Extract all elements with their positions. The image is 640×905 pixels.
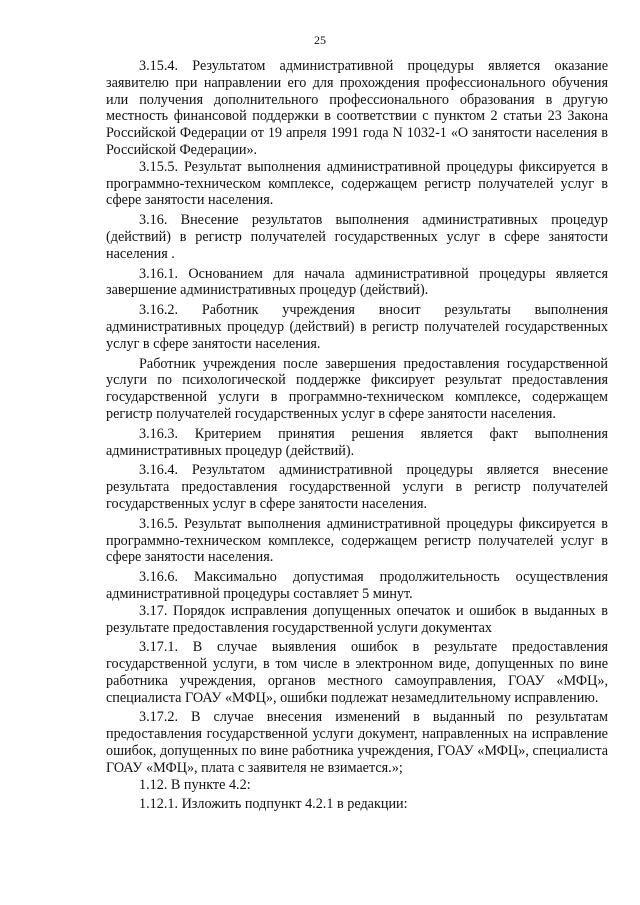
- paragraph-3-16: 3.16. Внесение результатов выполнения административных процедур (действий) в регистр получателей государственных услуг в сфере занятости населения .: [106, 212, 608, 262]
- paragraph-3-15-4: 3.15.4. Результатом административной процедуры является оказание заявителю при направлении его для прохождения профессионального обучения или получения дополнительного профессионального образования в другую местность финансовой поддержки в соответствии с пунктом 2 статьи 23 Закона Российской Федерации от 19 апреля 1991 года N 1032-1 «О занятости населения в Российской Федерации».: [106, 58, 608, 158]
- paragraph-3-16-1: 3.16.1. Основанием для начала административной процедуры является завершение административных процедур (действий).: [106, 265, 608, 299]
- paragraph-3-17-1: 3.17.1. В случае выявления ошибок в результате предоставления государственной услуги, в том числе в электронном виде, допущенных по вине работника учреждения, органов местного самоуправления, ГОАУ «МФЦ», специалиста ГОАУ «МФЦ», ошибки подлежат незамедлительному исправлению.: [106, 639, 608, 706]
- paragraph-3-17: 3.17. Порядок исправления допущенных опечаток и ошибок в выданных в результате предоставления государственной услуги документах: [106, 602, 608, 636]
- paragraph-3-17-2: 3.17.2. В случае внесения изменений в выданный по результатам предоставления государственной услуги документ, направленных на исправление ошибок, допущенных по вине работника учреждения, ГОАУ «МФЦ», специалиста ГОАУ «МФЦ», плата с заявителя не взимается.»;: [106, 709, 608, 776]
- paragraph-1-12-1: 1.12.1. Изложить подпункт 4.2.1 в редакции:: [139, 796, 408, 813]
- paragraph-3-16-3: 3.16.3. Критерием принятия решения является факт выполнения административных процедур (действий).: [106, 425, 608, 459]
- paragraph-3-16-4: 3.16.4. Результатом административной процедуры является внесение результата предоставления государственной услуги в регистр получателей государственных услуг в сфере занятости населения.: [106, 462, 608, 512]
- paragraph-1-12: 1.12. В пункте 4.2:: [139, 776, 251, 793]
- paragraph-3-16-6: 3.16.6. Максимально допустимая продолжительность осуществления административной процедуры составляет 5 минут.: [106, 569, 608, 602]
- document-body: [106, 58, 608, 813]
- page-number: 25: [314, 33, 326, 47]
- paragraph-3-15-5: 3.15.5. Результат выполнения административной процедуры фиксируется в программно-техническом комплексе, содержащем регистр получателей услуг в сфере занятости населения.: [106, 158, 608, 209]
- paragraph-worker-records: Работник учреждения после завершения предоставления государственной услуги по психологической поддержке фиксирует результат предоставления государственной услуги в программно-техническом комплексе, содержащем регистр получателей государственных услуг в сфере занятости населения.: [106, 355, 608, 422]
- paragraph-3-16-2: 3.16.2. Работник учреждения вносит результаты выполнения административных процедур (действий) в регистр получателей государственных услуг в сфере занятости населения.: [106, 302, 608, 352]
- paragraph-3-16-5: 3.16.5. Результат выполнения административной процедуры фиксируется в программно-техническом комплексе, содержащем регистр получателей услуг в сфере занятости населения.: [106, 515, 608, 566]
